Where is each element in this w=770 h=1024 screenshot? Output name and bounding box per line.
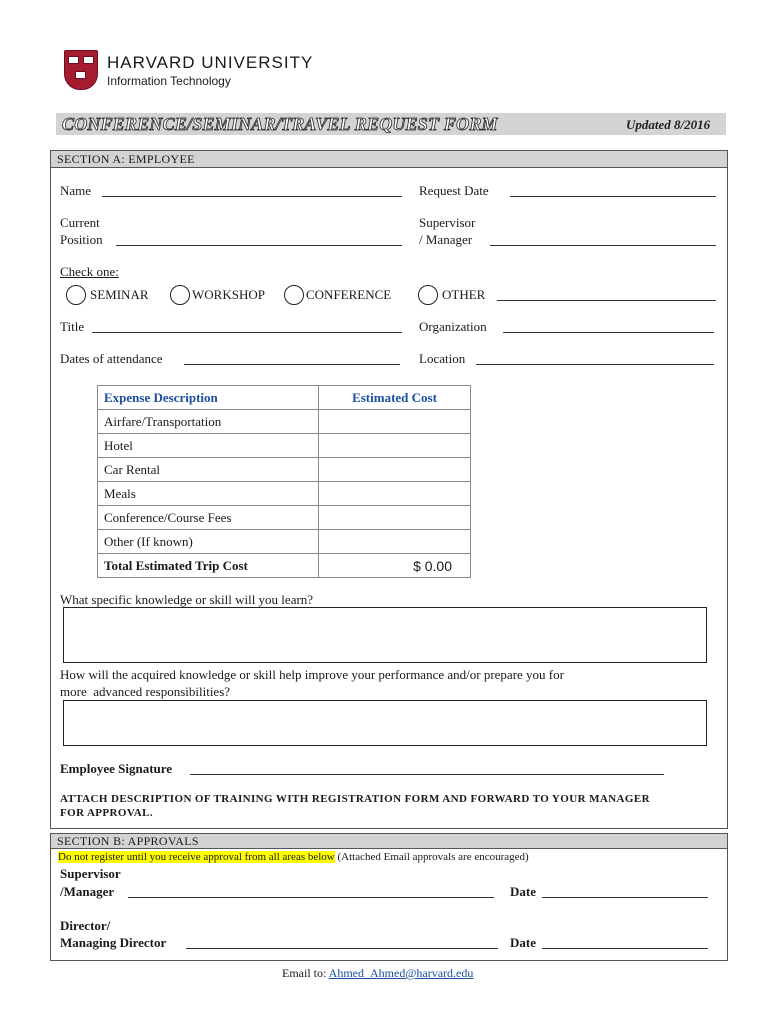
total-row: [98, 554, 471, 578]
logo-book-icon: [75, 71, 86, 79]
title-field[interactable]: [92, 332, 402, 333]
question-1-answer-box[interactable]: [63, 607, 707, 663]
current-label: Current: [60, 215, 100, 230]
department-name: Information Technology: [107, 74, 231, 88]
approval-warning: Do not register until you receive approval from all areas below: [58, 851, 335, 863]
employee-signature-field[interactable]: [190, 774, 664, 775]
expense-description-header: Expense Description: [98, 386, 319, 410]
location-field[interactable]: [476, 364, 714, 365]
expense-label: Airfare/Transportation: [98, 410, 319, 434]
email-link[interactable]: Ahmed_Ahmed@harvard.edu: [328, 966, 474, 980]
seminar-label: SEMINAR: [90, 287, 149, 302]
harvard-shield-logo: [64, 50, 98, 90]
director-signature-field[interactable]: [186, 948, 498, 949]
section-b-heading: SECTION B: APPROVALS: [51, 834, 727, 849]
expense-table: [97, 385, 471, 578]
managing-director-label: Managing Director: [60, 935, 167, 950]
title-label: Title: [60, 319, 85, 334]
email-prefix: Email to:: [282, 966, 327, 980]
expense-label: Meals: [98, 482, 319, 506]
estimated-cost-header: Estimated Cost: [319, 386, 471, 410]
table-row: [98, 506, 471, 530]
updated-date: Updated 8/2016: [626, 117, 711, 132]
employee-signature-label: Employee Signature: [60, 761, 173, 776]
section-a-heading: SECTION A: EMPLOYEE: [51, 151, 727, 168]
supervisor-approval-label: Supervisor: [60, 866, 121, 881]
supervisor-field[interactable]: [490, 245, 716, 246]
logo-book-icon: [83, 56, 94, 64]
total-label: Total Estimated Trip Cost: [98, 554, 319, 578]
request-date-label: Request Date: [419, 183, 489, 198]
workshop-label: WORKSHOP: [192, 287, 265, 302]
approval-note-row: [58, 851, 529, 863]
question-1-label: What specific knowledge or skill will you learn?: [60, 592, 314, 607]
supervisor-signature-field[interactable]: [128, 897, 494, 898]
cost-cell[interactable]: [319, 458, 471, 482]
question-2-answer-box[interactable]: [63, 700, 707, 746]
cost-cell[interactable]: [319, 482, 471, 506]
other-radio[interactable]: [418, 285, 438, 305]
attach-instruction-line1: ATTACH DESCRIPTION OF TRAINING WITH REGISTRATION FORM AND FORWARD TO YOUR MANAGER: [60, 793, 650, 805]
other-field[interactable]: [497, 300, 716, 301]
position-label: Position: [60, 232, 103, 247]
conference-radio[interactable]: [284, 285, 304, 305]
position-field[interactable]: [116, 245, 402, 246]
other-label: OTHER: [442, 287, 486, 302]
question-2-label-line2: more advanced responsibilities?: [60, 684, 231, 699]
cost-cell[interactable]: [319, 530, 471, 554]
table-row: [98, 458, 471, 482]
cost-cell[interactable]: [319, 434, 471, 458]
check-one-label: Check one:: [60, 264, 119, 279]
attach-instruction-line2: FOR APPROVAL.: [60, 807, 154, 819]
table-row: [98, 434, 471, 458]
seminar-radio[interactable]: [66, 285, 86, 305]
dates-label: Dates of attendance: [60, 351, 163, 366]
question-2-label-line1: How will the acquired knowledge or skill help improve your performance and/or prepare you for: [60, 667, 564, 682]
dates-field[interactable]: [184, 364, 400, 365]
supervisor-date-label: Date: [510, 884, 536, 899]
director-date-field[interactable]: [542, 948, 708, 949]
logo-book-icon: [68, 56, 79, 64]
supervisor-date-field[interactable]: [542, 897, 708, 898]
table-row: [98, 530, 471, 554]
expense-label: Hotel: [98, 434, 319, 458]
director-label: Director/: [60, 918, 111, 933]
conference-label: CONFERENCE: [306, 287, 392, 302]
organization-label: Organization: [419, 319, 487, 334]
workshop-radio[interactable]: [170, 285, 190, 305]
director-date-label: Date: [510, 935, 536, 950]
cost-cell[interactable]: [319, 506, 471, 530]
university-name: HARVARD UNIVERSITY: [107, 53, 314, 72]
form-title: CONFERENCE/SEMINAR/TRAVEL REQUEST FORM: [62, 114, 498, 134]
request-date-field[interactable]: [510, 196, 716, 197]
cost-cell[interactable]: [319, 410, 471, 434]
approval-note: (Attached Email approvals are encouraged): [337, 851, 529, 863]
supervisor-label: Supervisor: [419, 215, 476, 230]
total-value: $ 0.00: [319, 554, 471, 578]
location-label: Location: [419, 351, 466, 366]
footer-email-row: [282, 966, 473, 981]
manager-approval-label: /Manager: [60, 884, 115, 899]
expense-label: Car Rental: [98, 458, 319, 482]
name-label: Name: [60, 183, 92, 198]
organization-field[interactable]: [503, 332, 714, 333]
expense-label: Conference/Course Fees: [98, 506, 319, 530]
name-field[interactable]: [102, 196, 402, 197]
table-row: [98, 410, 471, 434]
table-row: [98, 482, 471, 506]
expense-label: Other (If known): [98, 530, 319, 554]
table-header-row: [98, 386, 471, 410]
manager-label: / Manager: [419, 232, 473, 247]
